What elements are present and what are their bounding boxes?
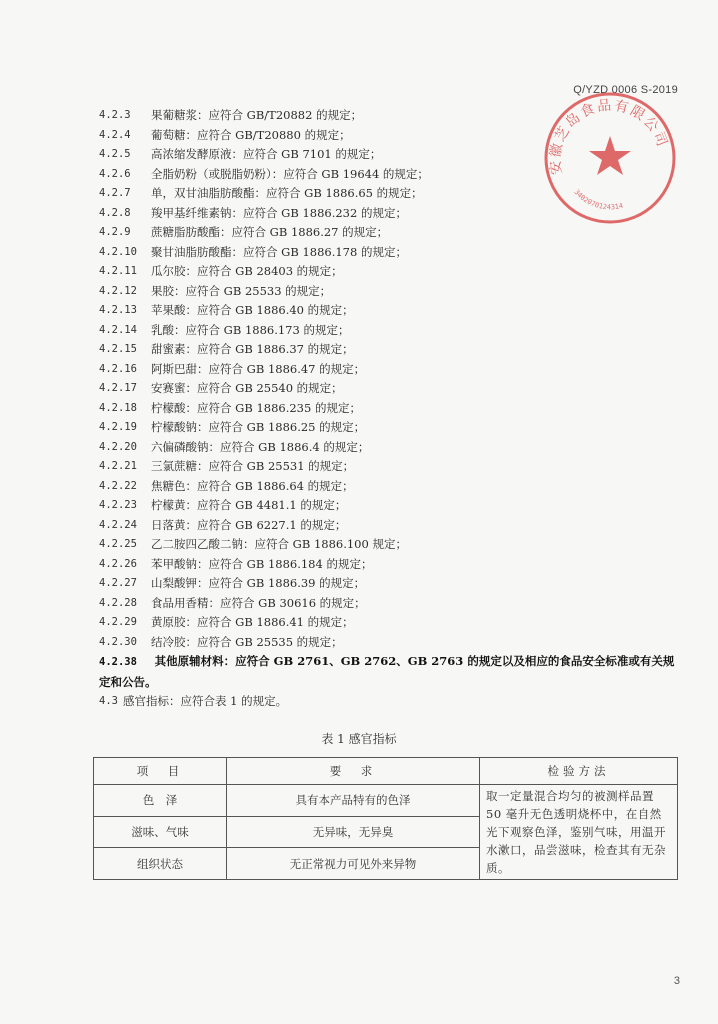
clause-text: 果胶：应符合 GB 25533 的规定； bbox=[151, 283, 332, 298]
clause-number: 4.2.12 bbox=[99, 284, 137, 297]
clause-text: 果葡糖浆：应符合 GB/T20882 的规定； bbox=[151, 108, 363, 122]
clause-text: 乳酸：应符合 GB 1886.173 的规定； bbox=[151, 322, 350, 337]
clause-number: 4.2.21 bbox=[99, 460, 137, 472]
clause-text: 柠檬酸钠：应符合 GB 1886.25 的规定； bbox=[151, 420, 366, 434]
clause-number: 4.2.9 bbox=[99, 226, 131, 238]
clause-item bbox=[99, 418, 684, 438]
clause-text: 黄原胶：应符合 GB 1886.41 的规定； bbox=[151, 615, 354, 629]
clause-text: 山梨酸钾：应符合 GB 1886.39 的规定； bbox=[151, 576, 366, 590]
clause-item bbox=[99, 496, 684, 516]
clause-text: 安赛蜜：应符合 GB 25540 的规定； bbox=[151, 381, 343, 395]
clause-item bbox=[99, 379, 684, 399]
clause-text: 羧甲基纤维素钠：应符合 GB 1886.232 的规定； bbox=[151, 205, 407, 220]
clause-number: 4.2.23 bbox=[99, 499, 137, 511]
clause-number: 4.2.7 bbox=[99, 187, 131, 199]
clause-number: 4.2.6 bbox=[99, 167, 131, 180]
clause-text: 日落黄：应符合 GB 6227.1 的规定； bbox=[151, 517, 347, 532]
clause-item bbox=[99, 399, 684, 419]
clause-item bbox=[99, 594, 684, 614]
clause-text: 瓜尔胶：应符合 GB 28403 的规定； bbox=[151, 264, 343, 278]
sensory-table bbox=[93, 757, 678, 880]
header-item: 项 目 bbox=[94, 758, 227, 785]
clause-text: 其他原辅材料：应符合 GB 2761、GB 2762、GB 2763 的规定以及相应的食品安全标准或有关规定和公告。 bbox=[99, 654, 675, 689]
clause-number: 4.2.5 bbox=[99, 148, 131, 160]
clause-item bbox=[99, 516, 684, 536]
clause-text: 柠檬酸：应符合 GB 1886.235 的规定； bbox=[151, 400, 361, 415]
clause-item bbox=[99, 223, 684, 243]
clause-item bbox=[99, 633, 684, 653]
clause-text: 苯甲酸钠：应符合 GB 1886.184 的规定； bbox=[151, 556, 373, 571]
seal-text: 安徽芝岛食品有限公司 bbox=[547, 97, 671, 176]
table-header-row bbox=[94, 758, 678, 785]
clause-item bbox=[99, 535, 684, 555]
clause-number: 4.2.3 bbox=[99, 109, 131, 121]
clause-text: 葡萄糖：应符合 GB/T20880 的规定； bbox=[151, 127, 351, 142]
seal-reg-number: 3402070124314 bbox=[572, 188, 624, 212]
clause-item bbox=[99, 126, 684, 146]
clause-number: 4.2.15 bbox=[99, 343, 137, 355]
clause-text: 焦糖色：应符合 GB 1886.64 的规定； bbox=[151, 478, 354, 493]
clause-number: 4.2.38 bbox=[99, 656, 137, 668]
clause-item bbox=[99, 477, 684, 497]
clause-number: 4.2.27 bbox=[99, 577, 137, 589]
clause-text: 柠檬黄：应符合 GB 4481.1 的规定； bbox=[151, 498, 347, 512]
header-method: 检验方法 bbox=[480, 758, 678, 785]
clause-text: 乙二胺四乙酸二钠：应符合 GB 1886.100 规定； bbox=[151, 537, 407, 551]
table-caption: 表 1 感官指标 bbox=[321, 732, 397, 746]
clause-number: 4.2.8 bbox=[99, 206, 131, 219]
clause-number: 4.2.19 bbox=[99, 421, 137, 433]
row-requirement: 具有本产品特有的色泽 bbox=[227, 785, 480, 817]
row-item: 色 泽 bbox=[94, 785, 227, 817]
page-number: 3 bbox=[673, 975, 680, 987]
clause-item bbox=[99, 204, 684, 224]
clause-item bbox=[99, 321, 684, 341]
clause-number: 4.2.18 bbox=[99, 401, 137, 414]
clause-number: 4.2.13 bbox=[99, 304, 137, 316]
clause-text: 单，双甘油脂肪酸酯：应符合 GB 1886.65 的规定； bbox=[151, 186, 423, 200]
clause-number: 4.2.26 bbox=[99, 557, 137, 570]
clause-number: 4.2.22 bbox=[99, 479, 137, 492]
clause-item bbox=[99, 301, 684, 321]
clause-item bbox=[99, 574, 684, 594]
clause-number: 4.2.16 bbox=[99, 362, 137, 375]
clause-item bbox=[99, 555, 684, 575]
clause-number: 4.2.24 bbox=[99, 518, 137, 531]
clause-item bbox=[99, 340, 684, 360]
clause-number: 4.2.11 bbox=[99, 265, 137, 277]
clause-text: 食品用香精：应符合 GB 30616 的规定； bbox=[151, 595, 366, 610]
row-requirement: 无正常视力可见外来异物 bbox=[227, 848, 480, 880]
clause-number: 4.2.4 bbox=[99, 128, 131, 141]
clause-other-materials bbox=[99, 652, 684, 692]
clause-item bbox=[99, 262, 684, 282]
clause-text: 高浓缩发酵原液：应符合 GB 7101 的规定； bbox=[151, 147, 382, 161]
clause-text: 蔗糖脂肪酸酯：应符合 GB 1886.27 的规定； bbox=[151, 225, 389, 239]
row-item: 组织状态 bbox=[94, 848, 227, 880]
clause-item bbox=[99, 184, 684, 204]
clause-text: 三氯蔗糖：应符合 GB 25531 的规定； bbox=[151, 459, 355, 473]
clause-number: 4.3 bbox=[99, 695, 118, 707]
row-requirement: 无异味，无异臭 bbox=[227, 816, 480, 848]
clause-list bbox=[99, 106, 684, 712]
clause-item bbox=[99, 165, 684, 185]
clause-item bbox=[99, 282, 684, 302]
clause-item bbox=[99, 613, 684, 633]
clause-number: 4.2.29 bbox=[99, 616, 137, 628]
clause-number: 4.2.14 bbox=[99, 323, 137, 336]
clause-item bbox=[99, 438, 684, 458]
clause-item bbox=[99, 457, 684, 477]
clause-number: 4.2.28 bbox=[99, 596, 137, 609]
clause-sensory bbox=[99, 692, 684, 712]
clause-text: 感官指标：应符合表 1 的规定。 bbox=[123, 694, 288, 708]
clause-text: 聚甘油脂肪酸酯：应符合 GB 1886.178 的规定； bbox=[151, 244, 407, 259]
clause-text: 全脂奶粉（或脱脂奶粉）：应符合 GB 19644 的规定； bbox=[151, 166, 429, 181]
clause-item bbox=[99, 106, 684, 126]
clause-text: 六偏磷酸钠：应符合 GB 1886.4 的规定； bbox=[151, 439, 370, 454]
clause-number: 4.2.17 bbox=[99, 382, 137, 394]
method-cell: 取一定量混合均匀的被测样品置 50 毫升无色透明烧杯中，在自然光下观察色泽，鉴别气味，用温开水漱口，品尝滋味，检查其有无杂质。 bbox=[480, 785, 678, 880]
row-item: 滋味、气味 bbox=[94, 816, 227, 848]
table-row bbox=[94, 785, 678, 817]
clause-text: 甜蜜素：应符合 GB 1886.37 的规定； bbox=[151, 342, 354, 356]
header-requirement: 要 求 bbox=[227, 758, 480, 785]
clause-number: 4.2.10 bbox=[99, 245, 137, 258]
clause-number: 4.2.20 bbox=[99, 440, 137, 453]
clause-text: 结冷胶：应符合 GB 25535 的规定； bbox=[151, 634, 343, 649]
clause-text: 阿斯巴甜：应符合 GB 1886.47 的规定； bbox=[151, 361, 366, 376]
clause-item bbox=[99, 243, 684, 263]
clause-item bbox=[99, 360, 684, 380]
clause-item bbox=[99, 145, 684, 165]
clause-number: 4.2.30 bbox=[99, 635, 137, 648]
clause-number: 4.2.25 bbox=[99, 538, 137, 550]
document-code: Q/YZD 0006 S-2019 bbox=[573, 84, 678, 96]
clause-text: 苹果酸：应符合 GB 1886.40 的规定； bbox=[151, 303, 354, 317]
